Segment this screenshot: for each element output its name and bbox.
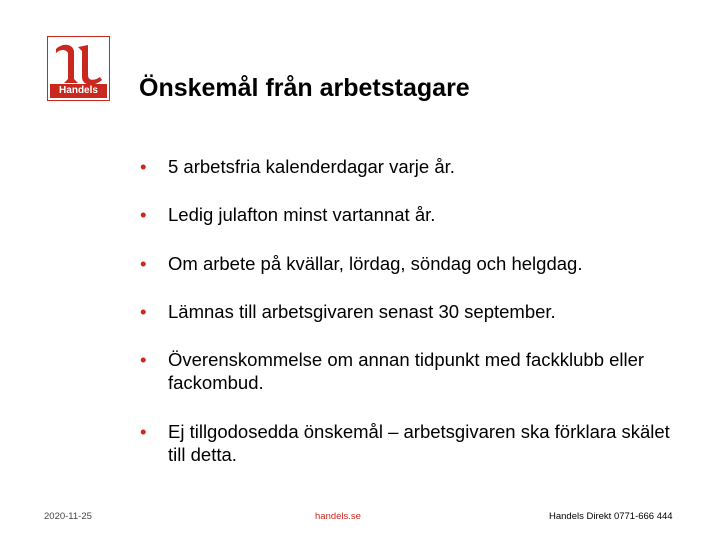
bullet-dot-icon: • xyxy=(140,421,147,442)
bullet-text: Överenskommelse om annan tidpunkt med fackklubb eller fackombud. xyxy=(168,349,645,393)
bullet-text: Om arbete på kvällar, lördag, söndag och helgdag. xyxy=(168,253,583,274)
bullet-dot-icon: • xyxy=(140,301,147,322)
slide-title: Önskemål från arbetstagare xyxy=(139,74,470,102)
logo-wordmark: Handels xyxy=(50,84,107,98)
footer-contact: Handels Direkt 0771-666 444 xyxy=(549,511,673,522)
footer-date: 2020-11-25 xyxy=(44,511,92,522)
bullet-text: Lämnas till arbetsgivaren senast 30 september. xyxy=(168,301,556,322)
bullet-text: 5 arbetsfria kalenderdagar varje år. xyxy=(168,156,455,177)
handels-logo xyxy=(47,36,110,101)
footer-website-link[interactable]: handels.se xyxy=(315,511,361,522)
bullet-text: Ledig julafton minst vartannat år. xyxy=(168,204,436,225)
bullet-dot-icon: • xyxy=(140,156,147,177)
bullet-text: Ej tillgodosedda önskemål – arbetsgivaren ska förklara skälet till detta. xyxy=(168,421,670,465)
bullet-dot-icon: • xyxy=(140,349,147,370)
bullet-dot-icon: • xyxy=(140,204,147,225)
bullet-dot-icon: • xyxy=(140,253,147,274)
